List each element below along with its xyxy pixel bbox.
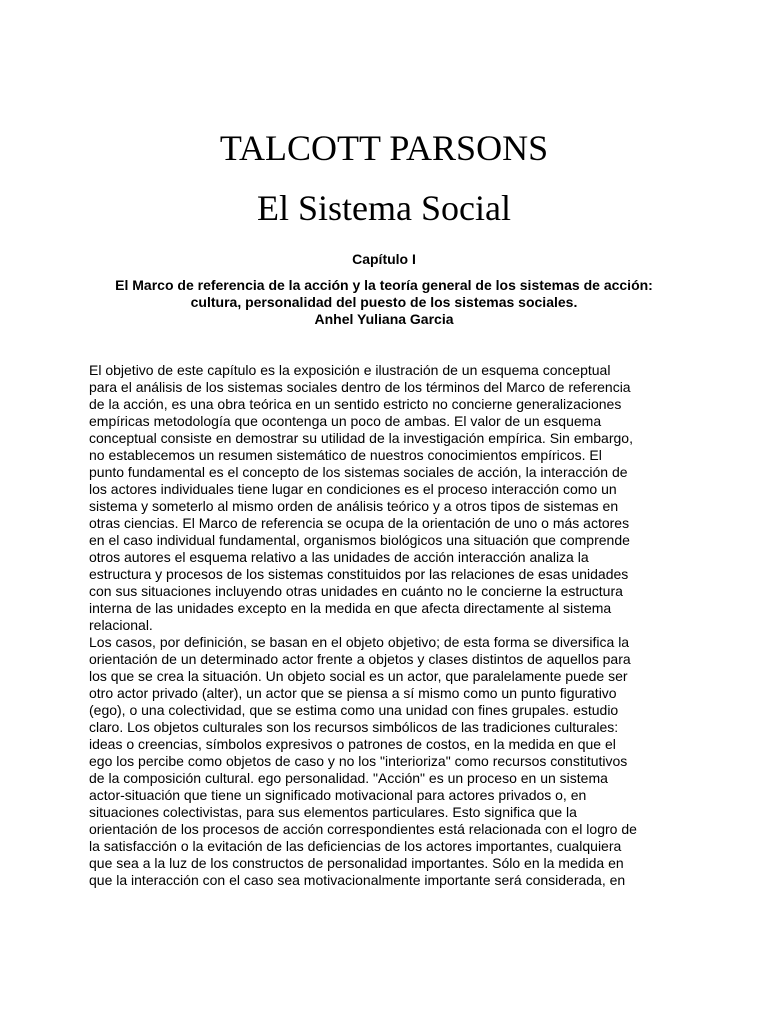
body-line: otras ciencias. El Marco de referencia se ocupa de la orientación de uno o más actores [89,515,630,531]
body-line: conceptual consiste en demostrar su utilidad de la investigación empírica. Sin embargo, [89,430,633,446]
body-line: de la acción, es una obra teórica en un sentido estricto no concierne generalizaciones [89,396,622,412]
subtitle-line: cultura, personalidad del puesto de los sistemas sociales. [190,294,578,310]
body-line: los actores individuales tiene lugar en condiciones es el proceso interacción como un [89,481,617,497]
body-line: estructura y procesos de los sistemas constituidos por las relaciones de esas unidades [89,566,629,582]
body-line: empíricas metodología que ocontenga un poco de ambas. El valor de un esquema [89,413,602,429]
document-title-book: El Sistema Social [257,188,511,228]
body-line: que la interacción con el caso sea motivacionalmente importante será considerada, en [89,872,626,888]
body-line: los que se crea la situación. Un objeto social es un actor, que paralelamente puede ser [89,668,628,684]
body-line: orientación de un determinado actor frente a objetos y clases distintos de aquellos para [89,651,631,667]
body-line: orientación de los procesos de acción correspondientes está relacionada con el logro de [89,821,637,837]
body-line: con sus situaciones incluyendo otras unidades en cuánto no le concierne la estructura [89,583,623,599]
body-line: situaciones colectivistas, para sus elementos particulares. Esto significa que la [89,804,577,820]
body-line: punto fundamental es el concepto de los sistemas sociales de acción, la interacción de [89,464,628,480]
body-line: de la composición cultural. ego personalidad. "Acción" es un proceso en un sistema [89,770,608,786]
body-paragraphs [89,362,689,889]
body-line: otro actor privado (alter), un actor que se piensa a sí mismo como un punto figurativo [89,685,617,701]
body-line: en el caso individual fundamental, organismos biológicos una situación que comprende [89,532,630,548]
body-line: El objetivo de este capítulo es la exposición e ilustración de un esquema conceptual [89,362,611,378]
body-line: interna de las unidades excepto en la medida en que afecta directamente al sistema [89,600,612,616]
body-line: ego los percibe como objetos de caso y no los "interioriza" como recursos constitutivos [89,753,628,769]
chapter-heading: Capítulo I [352,251,416,267]
body-line: para el análisis de los sistemas sociales dentro de los términos del Marco de referencia [89,379,631,395]
body-line: que sea a la luz de los constructos de personalidad importantes. Sólo en la medida en [89,855,624,871]
document-title-author: TALCOTT PARSONS [219,128,549,168]
body-line: claro. Los objetos culturales son los recursos simbólicos de las tradiciones culturales: [89,719,619,735]
chapter-subtitle [80,277,688,328]
body-line: la satisfacción o la evitación de las deficiencias de los actores importantes, cualquiera [89,838,622,854]
body-line: ideas o creencias, símbolos expresivos o patrones de costos, en la medida en que el [89,736,616,752]
subtitle-line: El Marco de referencia de la acción y la teoría general de los sistemas de acción: [115,277,653,293]
body-line: relacional. [89,617,153,633]
subtitle-author: Anhel Yuliana Garcia [314,311,454,327]
body-line: Los casos, por definición, se basan en el objeto objetivo; de esta forma se diversifica la [89,634,630,650]
body-line: actor-situación que tiene un significado motivacional para actores privados o, en [89,787,587,803]
body-line: (ego), o una colectividad, que se estima como una unidad con fines grupales. estudio [89,702,619,718]
body-line: otros autores el esquema relativo a las unidades de acción interacción analiza la [89,549,589,565]
body-line: no establecemos un resumen sistemático de nuestros conocimientos empíricos. El [89,447,602,463]
body-line: sistema y someterlo al mismo orden de análisis teórico y a otros tipos de sistemas en [89,498,619,514]
